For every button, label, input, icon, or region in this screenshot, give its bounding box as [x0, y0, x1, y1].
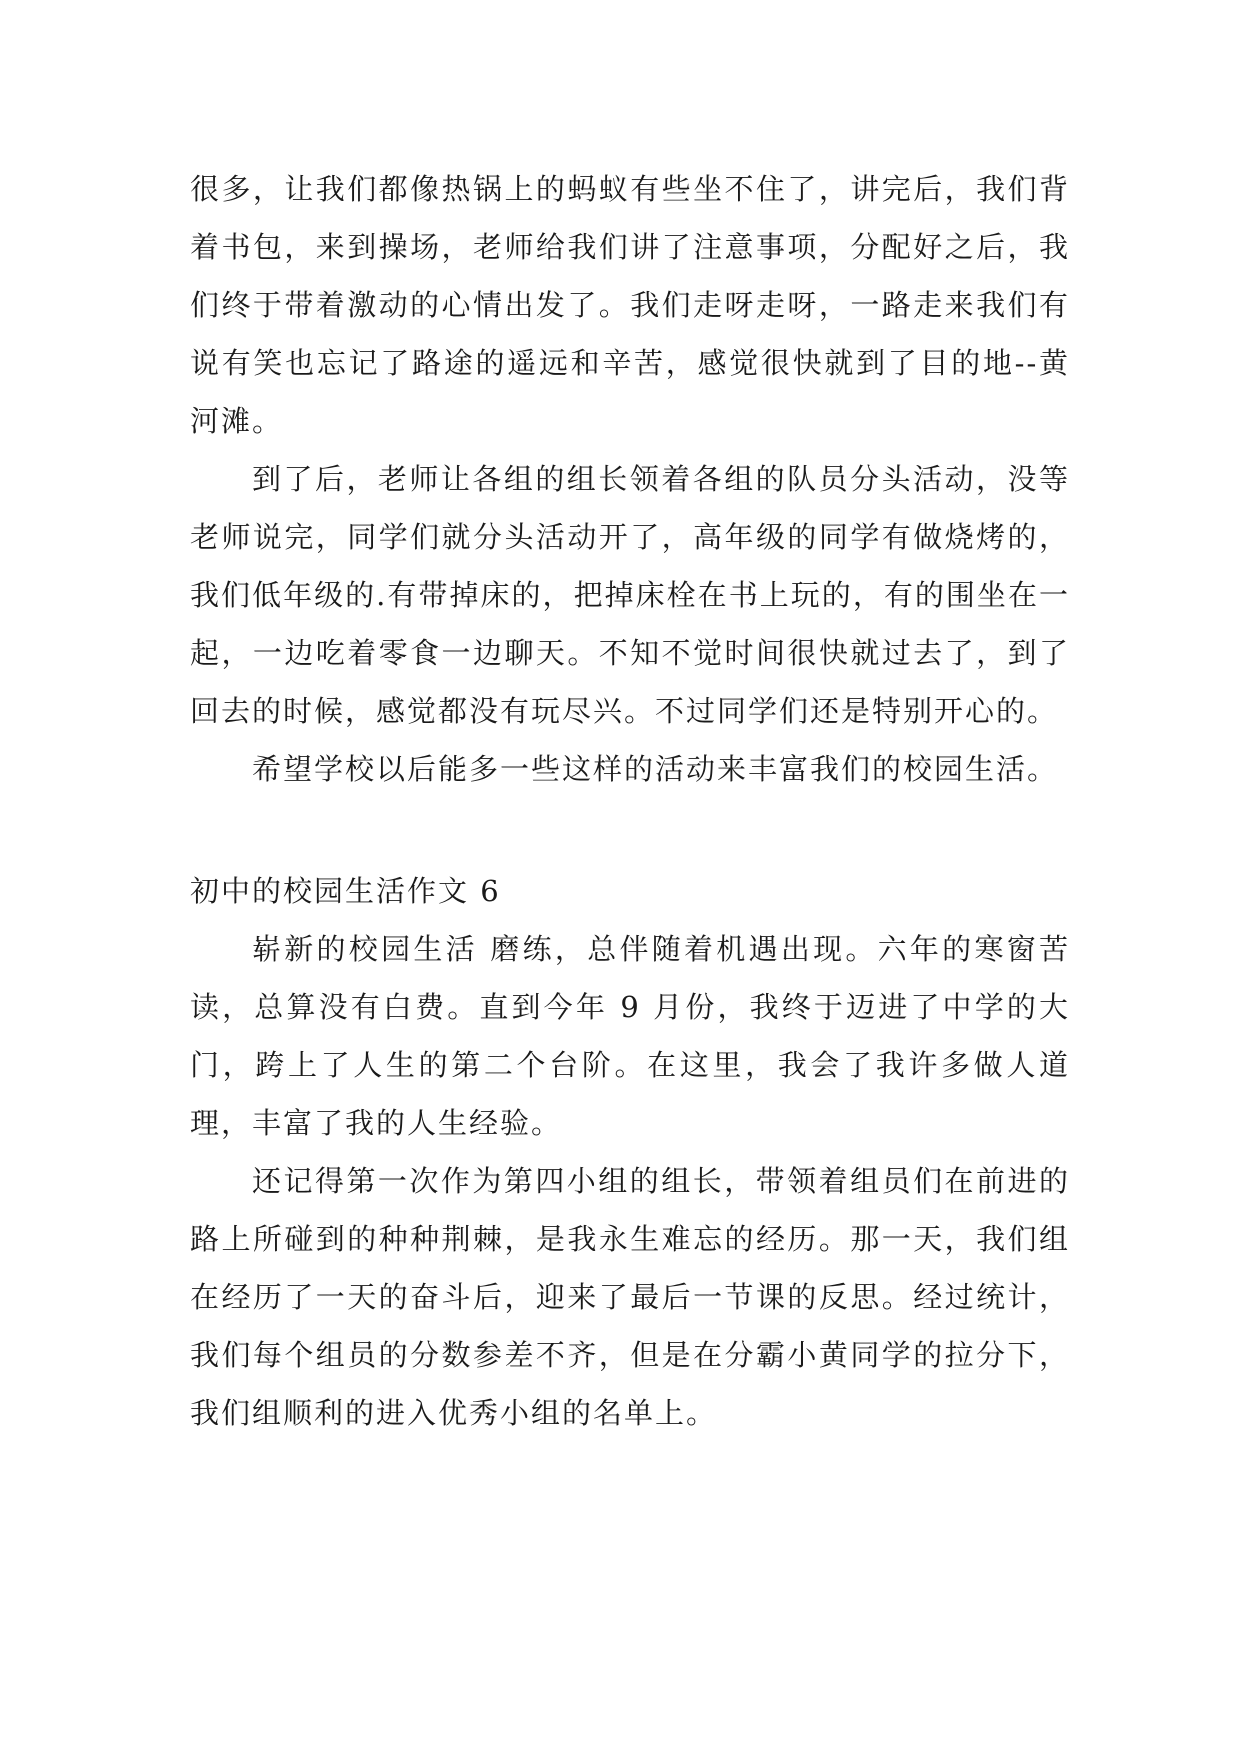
document-body — [190, 160, 1070, 1442]
paragraph-continuation: 很多，让我们都像热锅上的蚂蚁有些坐不住了，讲完后，我们背着书包，来到操场，老师给我们讲了注意事项，分配好之后，我们终于带着激动的心情出发了。我们走呀走呀，一路走来我们有说有笑也忘记了路途的遥远和辛苦，感觉很快就到了目的地--黄河滩。 — [190, 172, 1070, 438]
paragraph-hope: 希望学校以后能多一些这样的活动来丰富我们的校园生活。 — [252, 752, 1059, 786]
paragraph-group-leader: 还记得第一次作为第四小组的组长，带领着组员们在前进的路上所碰到的种种荆棘，是我永生难忘的经历。那一天，我们组在经历了一天的奋斗后，迎来了最后一节课的反思。经过统计，我们每个组员的分数参差不齐，但是在分霸小黄同学的拉分下，我们组顺利的进入优秀小组的名单上。 — [190, 1164, 1070, 1430]
section-title: 初中的校园生活作文 6 — [190, 874, 501, 908]
paragraph-activity: 到了后，老师让各组的组长领着各组的队员分头活动，没等老师说完，同学们就分头活动开了，高年级的同学有做烧烤的，我们低年级的.有带掉床的，把掉床栓在书上玩的，有的围坐在一起，一边吃着零食一边聊天。不知不觉时间很快就过去了，到了回去的时候，感觉都没有玩尽兴。不过同学们还是特别开心的。 — [190, 462, 1070, 728]
paragraph-new-school-life: 崭新的校园生活 磨练，总伴随着机遇出现。六年的寒窗苦读，总算没有白费。直到今年 9 月份，我终于迈进了中学的大门，跨上了人生的第二个台阶。在这里，我会了我许多做人道理，丰富了我的人生经验。 — [190, 932, 1070, 1140]
